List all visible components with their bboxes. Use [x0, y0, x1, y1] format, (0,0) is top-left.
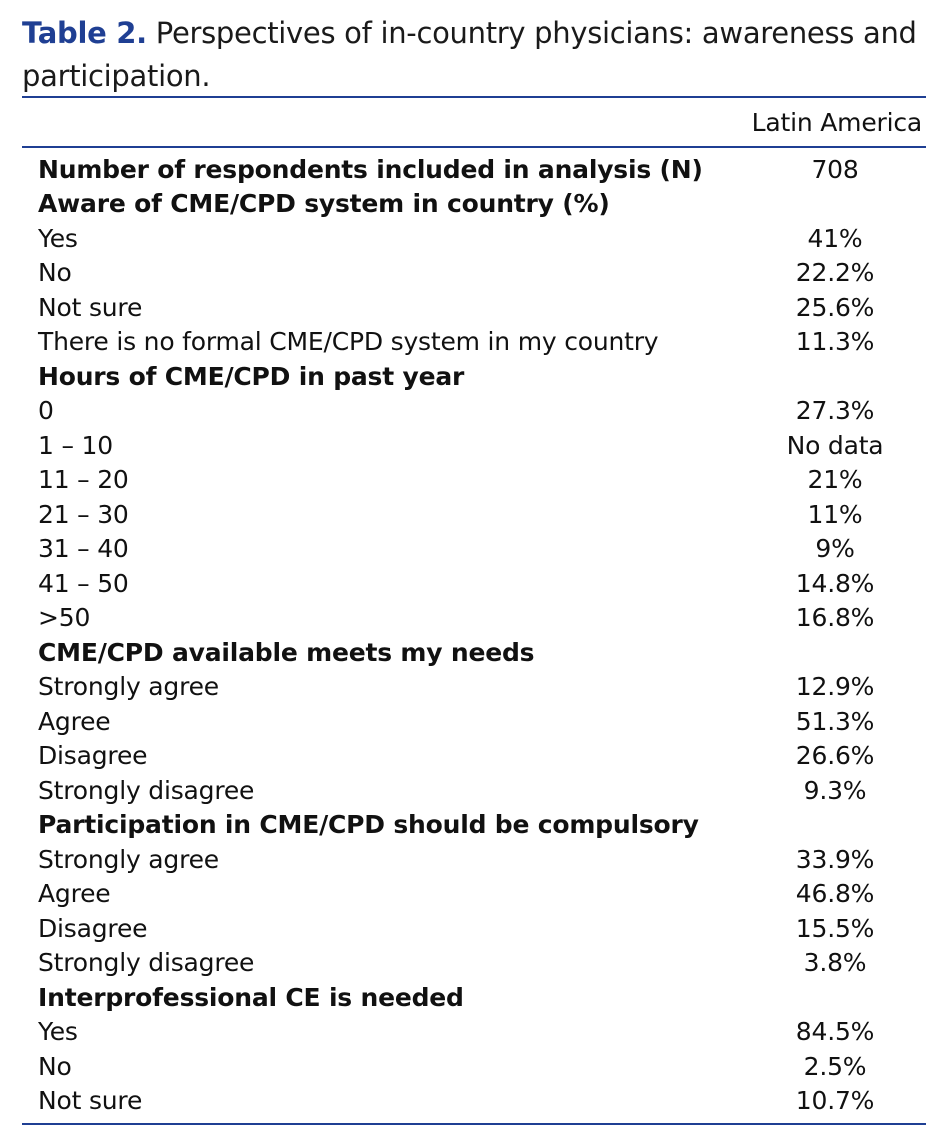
row-value: 12.9%: [795, 672, 875, 702]
table-row: [22, 773, 926, 808]
table-row: [22, 601, 926, 636]
table-row: [22, 256, 926, 291]
row-label: Number of respondents included in analysis (N): [38, 154, 703, 184]
table-row: [22, 842, 926, 877]
row-value: 14.8%: [795, 568, 875, 598]
row-label: There is no formal CME/CPD system in my country: [38, 327, 659, 357]
row-value: 9.3%: [803, 775, 867, 805]
row-label: Aware of CME/CPD system in country (%): [38, 189, 610, 219]
row-label: Agree: [38, 706, 111, 736]
row-value: 11.3%: [795, 327, 875, 357]
row-label: Strongly disagree: [38, 775, 255, 805]
row-label: 31 – 40: [38, 534, 129, 564]
row-label: Agree: [38, 879, 111, 909]
table-section-row: [22, 980, 926, 1015]
table-row: [22, 704, 926, 739]
table-label: Table 2.: [22, 16, 147, 50]
row-value: 2.5%: [803, 1051, 867, 1081]
row-label: Strongly agree: [38, 844, 219, 874]
row-value: 46.8%: [795, 879, 875, 909]
row-value: 51.3%: [795, 706, 875, 736]
row-value: 3.8%: [803, 948, 867, 978]
row-label: No: [38, 258, 72, 288]
row-value: 9%: [815, 534, 855, 564]
bottom-rule: [22, 1123, 926, 1125]
row-value: No data: [786, 430, 884, 460]
table-row: [22, 463, 926, 498]
row-value: 33.9%: [795, 844, 875, 874]
table-row: [22, 497, 926, 532]
table-row: [22, 566, 926, 601]
row-label: Disagree: [38, 741, 148, 771]
row-value: 15.5%: [795, 913, 875, 943]
row-value: 11%: [807, 499, 863, 529]
row-label: Strongly agree: [38, 672, 219, 702]
row-value: 10.7%: [795, 1086, 875, 1116]
table-section-row: [22, 635, 926, 670]
table-row: [22, 739, 926, 774]
row-label: Disagree: [38, 913, 148, 943]
table-row: [22, 1049, 926, 1084]
row-value: 25.6%: [795, 292, 875, 322]
row-value: 26.6%: [795, 741, 875, 771]
column-header-latin-america: Latin America: [751, 108, 922, 137]
row-label: >50: [38, 603, 91, 633]
row-label: Yes: [38, 223, 78, 253]
table-row: [22, 1015, 926, 1050]
table-row: [22, 532, 926, 567]
row-value: 84.5%: [795, 1017, 875, 1047]
table-row: [22, 221, 926, 256]
table-section-row: [22, 187, 926, 222]
row-value: 41%: [807, 223, 863, 253]
table-section-row: [22, 808, 926, 843]
table-row: [22, 877, 926, 912]
table-row: [22, 670, 926, 705]
row-label: Not sure: [38, 292, 143, 322]
row-value: 21%: [807, 465, 863, 495]
row-label: Hours of CME/CPD in past year: [38, 361, 465, 391]
row-label: 11 – 20: [38, 465, 129, 495]
row-label: 21 – 30: [38, 499, 129, 529]
table-row: [22, 394, 926, 429]
table-section-row: [22, 152, 926, 187]
top-rule: [22, 96, 926, 98]
table-row: [22, 911, 926, 946]
header-rule: [22, 146, 926, 148]
row-label: Yes: [38, 1017, 78, 1047]
table-row: [22, 325, 926, 360]
row-label: Not sure: [38, 1086, 143, 1116]
row-label: Participation in CME/CPD should be compulsory: [38, 810, 699, 840]
table-row: [22, 290, 926, 325]
table-row: [22, 1084, 926, 1119]
table-section-row: [22, 359, 926, 394]
row-value: 27.3%: [795, 396, 875, 426]
row-value: 22.2%: [795, 258, 875, 288]
row-value: 16.8%: [795, 603, 875, 633]
row-label: Interprofessional CE is needed: [38, 982, 464, 1012]
table-caption: [22, 12, 932, 98]
table-title: Perspectives of in-country physicians: awareness and participation.: [22, 16, 917, 93]
row-label: 1 – 10: [38, 430, 113, 460]
row-label: 0: [38, 396, 54, 426]
row-value: 708: [811, 154, 859, 184]
table-body: [22, 152, 926, 1118]
row-label: 41 – 50: [38, 568, 129, 598]
row-label: CME/CPD available meets my needs: [38, 637, 535, 667]
row-label: Strongly disagree: [38, 948, 255, 978]
row-label: No: [38, 1051, 72, 1081]
table-row: [22, 428, 926, 463]
table-row: [22, 946, 926, 981]
